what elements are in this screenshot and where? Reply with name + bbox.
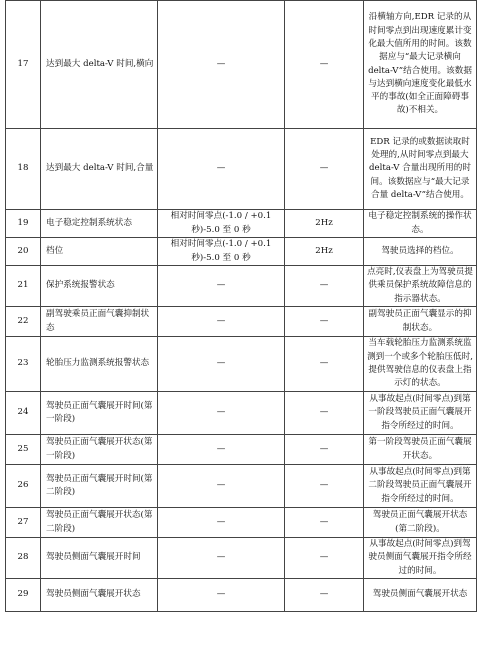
recording-interval: — <box>158 435 285 465</box>
item-name: 轮胎压力监测系统报警状态 <box>41 337 158 392</box>
item-name: 驾驶员正面气囊展开时间(第二阶段) <box>41 465 158 508</box>
item-description: 驾驶员正面气囊展开状态(第二阶段)。 <box>364 508 477 538</box>
item-description: 电子稳定控制系统的操作状态。 <box>364 210 477 238</box>
row-number: 23 <box>6 337 41 392</box>
table-body <box>6 1 477 612</box>
item-description: EDR 记录的或数据读取时处理的,从时间零点到最大delta-V 合量出现所用的时间。该数据应与“最大记录合量 delta-V”结合使用。 <box>364 129 477 210</box>
recording-interval: — <box>158 465 285 508</box>
row-number: 22 <box>6 307 41 337</box>
table-row <box>6 538 477 579</box>
sample-rate: — <box>285 307 364 337</box>
recording-interval: — <box>158 508 285 538</box>
item-description: 从事故起点(时间零点)到第一阶段驾驶员正面气囊展开指令所经过的时间。 <box>364 392 477 435</box>
item-name: 保护系统报警状态 <box>41 266 158 307</box>
row-number: 19 <box>6 210 41 238</box>
table-row <box>6 266 477 307</box>
item-name: 驾驶员正面气囊展开状态(第二阶段) <box>41 508 158 538</box>
item-description: 当车载轮胎压力监测系统监测到一个或多个轮胎压低时,提供驾驶信息的仪表盘上指示灯的状态。 <box>364 337 477 392</box>
recording-interval: — <box>158 129 285 210</box>
item-description: 驾驶员侧面气囊展开状态 <box>364 579 477 612</box>
row-number: 18 <box>6 129 41 210</box>
item-name: 副驾驶乘员正面气囊抑制状态 <box>41 307 158 337</box>
item-name: 驾驶员正面气囊展开状态(第一阶段) <box>41 435 158 465</box>
sample-rate: — <box>285 579 364 612</box>
recording-interval: — <box>158 307 285 337</box>
sample-rate: — <box>285 465 364 508</box>
item-description: 从事故起点(时间零点)到第二阶段驾驶员正面气囊展开指令所经过的时间。 <box>364 465 477 508</box>
item-description: 点亮时,仪表盘上为驾驶员提供乘员保护系统故障信息的指示器状态。 <box>364 266 477 307</box>
item-name: 达到最大 delta-V 时间,合量 <box>41 129 158 210</box>
recording-interval: — <box>158 1 285 129</box>
item-name: 档位 <box>41 238 158 266</box>
table-row <box>6 238 477 266</box>
table-row <box>6 435 477 465</box>
item-name: 驾驶员侧面气囊展开状态 <box>41 579 158 612</box>
recording-interval: — <box>158 337 285 392</box>
row-number: 25 <box>6 435 41 465</box>
recording-interval: 相对时间零点(-1.0 / +0.1 秒)-5.0 至 0 秒 <box>158 210 285 238</box>
sample-rate: 2Hz <box>285 238 364 266</box>
row-number: 27 <box>6 508 41 538</box>
table-row <box>6 210 477 238</box>
sample-rate: — <box>285 129 364 210</box>
sample-rate: — <box>285 538 364 579</box>
sample-rate: — <box>285 508 364 538</box>
table-row <box>6 579 477 612</box>
recording-interval: — <box>158 392 285 435</box>
sample-rate: — <box>285 435 364 465</box>
sample-rate: — <box>285 266 364 307</box>
row-number: 17 <box>6 1 41 129</box>
table-row <box>6 307 477 337</box>
item-name: 驾驶员正面气囊展开时间(第一阶段) <box>41 392 158 435</box>
item-name: 驾驶员侧面气囊展开时间 <box>41 538 158 579</box>
row-number: 29 <box>6 579 41 612</box>
table-row <box>6 465 477 508</box>
recording-interval: — <box>158 579 285 612</box>
row-number: 24 <box>6 392 41 435</box>
item-description: 第一阶段驾驶员正面气囊展开状态。 <box>364 435 477 465</box>
sample-rate: — <box>285 337 364 392</box>
edr-data-table <box>5 0 477 612</box>
item-description: 沿横轴方向,EDR 记录的从时间零点到出现速度累计变化最大值所用的时间。该数据应与“最大记录横向delta-V”结合使用。该数据与达到横向速度变化最低水平的事故(如全正面障碍事故)不相关。 <box>364 1 477 129</box>
item-description: 副驾驶员正面气囊显示的抑制状态。 <box>364 307 477 337</box>
table-row <box>6 1 477 129</box>
recording-interval: — <box>158 266 285 307</box>
sample-rate: — <box>285 392 364 435</box>
item-description: 驾驶员选择的档位。 <box>364 238 477 266</box>
table-row <box>6 129 477 210</box>
row-number: 21 <box>6 266 41 307</box>
table-row <box>6 337 477 392</box>
item-name: 电子稳定控制系统状态 <box>41 210 158 238</box>
sample-rate: — <box>285 1 364 129</box>
item-name: 达到最大 delta-V 时间,横向 <box>41 1 158 129</box>
row-number: 28 <box>6 538 41 579</box>
row-number: 26 <box>6 465 41 508</box>
recording-interval: 相对时间零点(-1.0 / +0.1 秒)-5.0 至 0 秒 <box>158 238 285 266</box>
item-description: 从事故起点(时间零点)到驾驶员侧面气囊展开指令所经过的时间。 <box>364 538 477 579</box>
sample-rate: 2Hz <box>285 210 364 238</box>
recording-interval: — <box>158 538 285 579</box>
table-row <box>6 508 477 538</box>
row-number: 20 <box>6 238 41 266</box>
table-row <box>6 392 477 435</box>
